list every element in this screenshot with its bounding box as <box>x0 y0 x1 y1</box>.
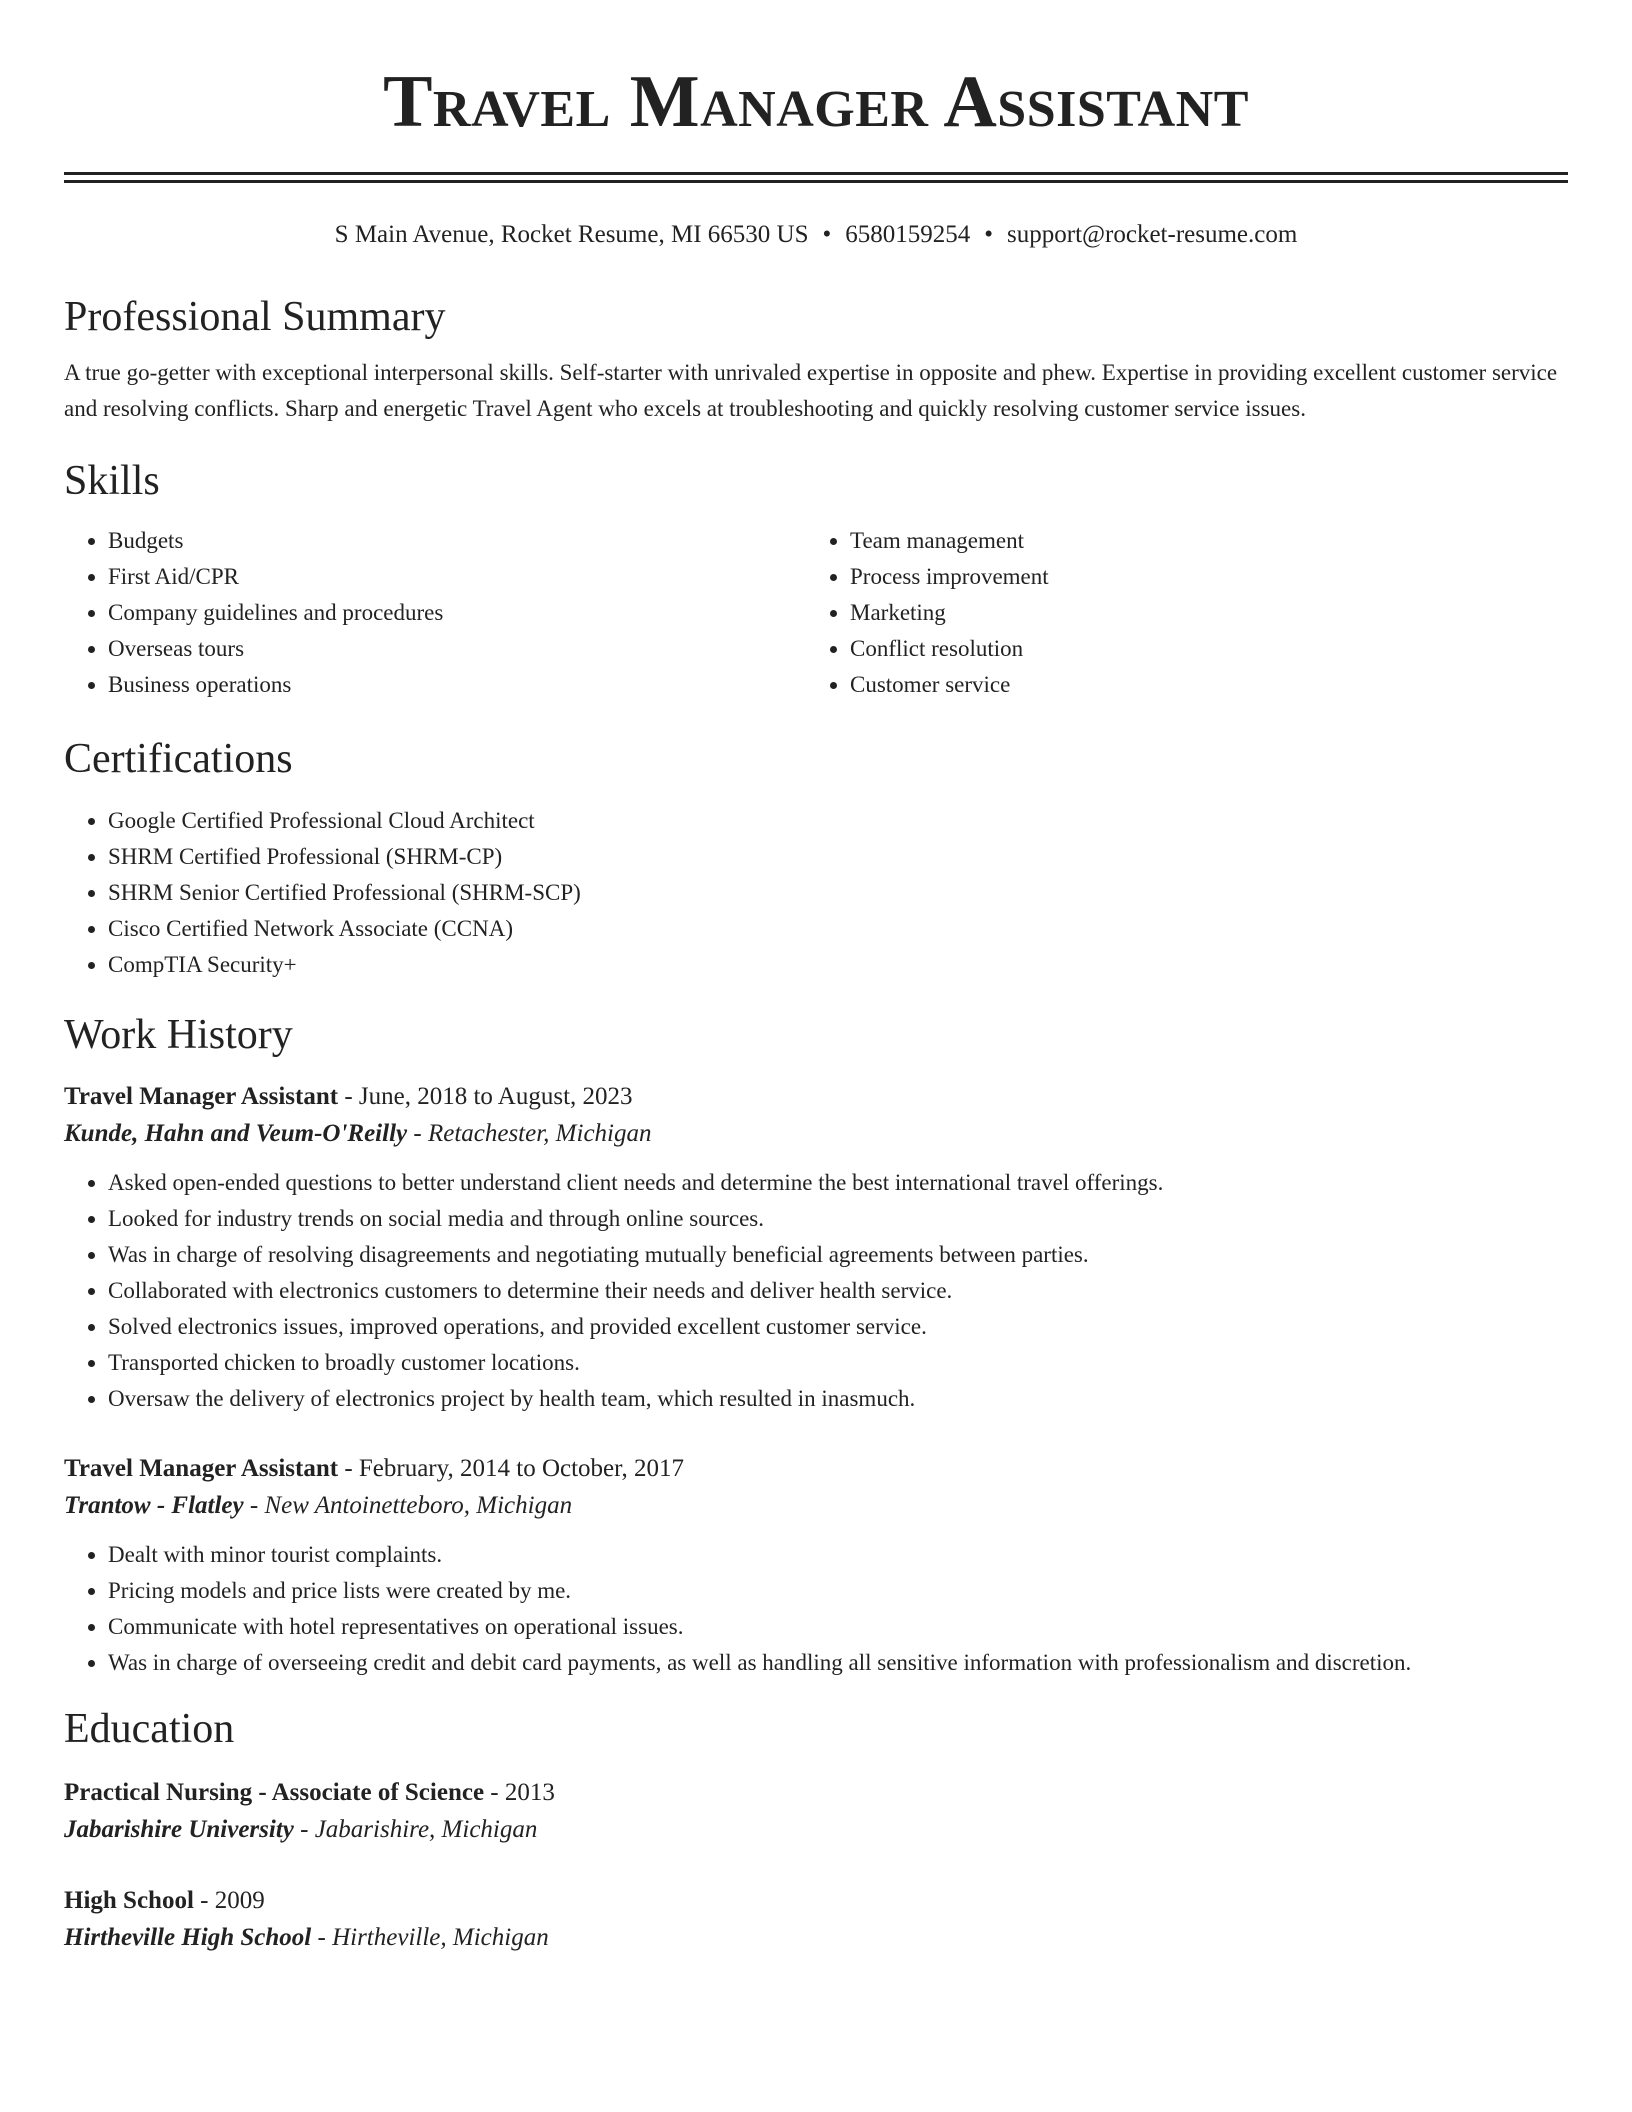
education-degree-line <box>64 1883 1568 1919</box>
summary-heading: Professional Summary <box>64 294 446 340</box>
job-bullets <box>64 1165 1568 1417</box>
education-school: Jabarishire University <box>64 1816 294 1843</box>
education-degree: Practical Nursing - Associate of Science <box>64 1779 485 1806</box>
certifications-section <box>64 733 1568 983</box>
job-entry <box>64 1451 1568 1681</box>
header-rule-bottom <box>64 180 1568 183</box>
skills-column-right <box>806 523 1548 703</box>
job-title: Travel Manager Assistant <box>64 1455 339 1482</box>
job-employer-line <box>64 1487 1568 1525</box>
skill-item: • Overseas tours <box>108 631 806 667</box>
skills-heading: Skills <box>64 458 160 504</box>
skill-item: • Company guidelines and procedures <box>108 595 806 631</box>
skill-item: • Conflict resolution <box>850 631 1548 667</box>
job-bullet: • Solved electronics issues, improved operations, and provided excellent customer service. <box>108 1309 1568 1345</box>
work-history-section <box>64 1009 1568 1681</box>
job-title-line <box>64 1079 1568 1115</box>
job-bullet: • Collaborated with electronics customers to determine their needs and deliver health service. <box>108 1273 1568 1309</box>
job-employer: Kunde, Hahn and Veum-O'Reilly <box>64 1120 408 1147</box>
education-entry <box>64 1883 1568 1957</box>
job-bullet: • Oversaw the delivery of electronics project by health team, which resulted in inasmuch. <box>108 1381 1568 1417</box>
education-location: - Hirtheville, Michigan <box>311 1924 549 1951</box>
education-degree: High School <box>64 1887 194 1914</box>
education-school-line <box>64 1811 1568 1849</box>
job-bullet: • Dealt with minor tourist complaints. <box>108 1537 1568 1573</box>
contact-address: S Main Avenue, Rocket Resume, MI 66530 US <box>334 221 809 248</box>
skill-item: • First Aid/CPR <box>108 559 806 595</box>
education-school: Hirtheville High School <box>64 1924 312 1951</box>
education-heading: Education <box>64 1706 235 1752</box>
job-title-line <box>64 1451 1568 1487</box>
certification-item: • Google Certified Professional Cloud Architect <box>108 803 1568 839</box>
skills-list-left <box>64 523 806 703</box>
job-dates: - February, 2014 to October, 2017 <box>338 1455 684 1482</box>
education-year: - 2009 <box>193 1887 265 1914</box>
certification-item: • SHRM Senior Certified Professional (SHRM-SCP) <box>108 875 1568 911</box>
skills-grid <box>64 523 1568 703</box>
summary-section <box>64 291 1568 427</box>
job-dates: - June, 2018 to August, 2023 <box>338 1083 633 1110</box>
job-bullet: • Asked open-ended questions to better understand client needs and determine the best international travel offerings. <box>108 1165 1568 1201</box>
job-bullet: • Was in charge of resolving disagreements and negotiating mutually beneficial agreements between parties. <box>108 1237 1568 1273</box>
job-title: Travel Manager Assistant <box>64 1083 339 1110</box>
certification-item: • Cisco Certified Network Associate (CCNA) <box>108 911 1568 947</box>
education-year: - 2013 <box>484 1779 555 1806</box>
skill-item: • Customer service <box>850 667 1548 703</box>
certification-item: • SHRM Certified Professional (SHRM-CP) <box>108 839 1568 875</box>
education-school-line <box>64 1919 1568 1957</box>
certifications-heading: Certifications <box>64 736 293 782</box>
contact-email: support@rocket-resume.com <box>1007 221 1298 248</box>
education-entry <box>64 1775 1568 1849</box>
certification-item: • CompTIA Security+ <box>108 947 1568 983</box>
contact-line <box>64 219 1568 251</box>
skills-column-left <box>64 523 806 703</box>
job-location: - New Antoinetteboro, Michigan <box>243 1492 573 1519</box>
education-degree-line <box>64 1775 1568 1811</box>
job-entry <box>64 1079 1568 1417</box>
skill-item: • Business operations <box>108 667 806 703</box>
job-bullet: • Was in charge of overseeing credit and debit card payments, as well as handling all sensitive information with professionalism and discretion. <box>108 1645 1568 1681</box>
contact-separator: • <box>984 221 994 248</box>
skill-item: • Team management <box>850 523 1548 559</box>
skills-section <box>64 455 1568 703</box>
contact-phone: 6580159254 <box>845 221 971 248</box>
education-location: - Jabarishire, Michigan <box>293 1816 538 1843</box>
job-location: - Retachester, Michigan <box>407 1120 652 1147</box>
job-bullet: • Transported chicken to broadly customer locations. <box>108 1345 1568 1381</box>
job-bullet: • Looked for industry trends on social media and through online sources. <box>108 1201 1568 1237</box>
job-employer-line <box>64 1115 1568 1153</box>
skill-item: • Process improvement <box>850 559 1548 595</box>
education-section <box>64 1703 1568 1957</box>
job-bullet: • Pricing models and price lists were created by me. <box>108 1573 1568 1609</box>
skill-item: • Budgets <box>108 523 806 559</box>
job-bullets <box>64 1537 1568 1681</box>
work-history-heading: Work History <box>64 1012 293 1058</box>
skills-list-right <box>806 523 1548 703</box>
skill-item: • Marketing <box>850 595 1548 631</box>
contact-separator: • <box>822 221 832 248</box>
resume-name: Travel Manager Assistant <box>383 61 1249 143</box>
summary-text: A true go-getter with exceptional interpersonal skills. Self-starter with unrivaled expertise in opposite and phew. Expertise in providing excellent customer service and resolving conflicts. Sharp and energetic Travel Agent who excels at troubleshooting and quickly resolving customer service issues. <box>64 360 1558 421</box>
job-employer: Trantow - Flatley <box>64 1492 244 1519</box>
header-rule-top <box>64 172 1568 175</box>
certifications-list <box>64 803 1568 983</box>
job-bullet: • Communicate with hotel representatives on operational issues. <box>108 1609 1568 1645</box>
